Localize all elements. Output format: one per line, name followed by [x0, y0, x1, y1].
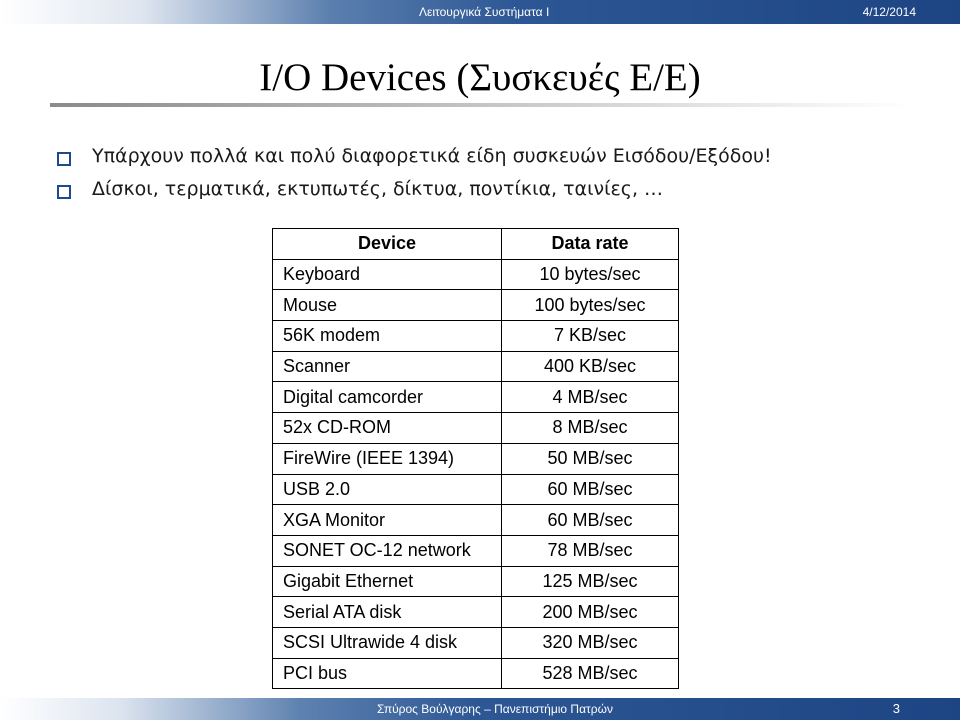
device-cell: Gigabit Ethernet	[273, 566, 502, 597]
table-row	[273, 321, 679, 352]
device-cell: SONET OC-12 network	[273, 535, 502, 566]
course-title: Λειτουργικά Συστήματα Ι	[419, 5, 550, 19]
table-row	[273, 413, 679, 444]
device-cell: PCI bus	[273, 658, 502, 689]
bullet-item	[55, 178, 935, 211]
table-row	[273, 566, 679, 597]
column-header-data-rate: Data rate	[502, 229, 679, 260]
table-row	[273, 627, 679, 658]
rate-cell: 60 MB/sec	[502, 474, 679, 505]
table-header-row	[273, 229, 679, 260]
square-bullet-icon	[57, 185, 71, 199]
table-row	[273, 505, 679, 536]
table-row	[273, 597, 679, 628]
rate-cell: 8 MB/sec	[502, 413, 679, 444]
device-cell: USB 2.0	[273, 474, 502, 505]
footer-bar	[0, 698, 960, 720]
table-row	[273, 290, 679, 321]
rate-cell: 4 MB/sec	[502, 382, 679, 413]
rate-cell: 10 bytes/sec	[502, 259, 679, 290]
device-cell: XGA Monitor	[273, 505, 502, 536]
table-row	[273, 259, 679, 290]
rate-cell: 400 KB/sec	[502, 351, 679, 382]
device-cell: Digital camcorder	[273, 382, 502, 413]
bullet-list	[55, 145, 935, 211]
table-row	[273, 351, 679, 382]
rate-cell: 200 MB/sec	[502, 597, 679, 628]
bullet-text: Δίσκοι, τερματικά, εκτυπωτές, δίκτυα, ποντίκια, ταινίες, …	[92, 178, 664, 200]
rate-cell: 125 MB/sec	[502, 566, 679, 597]
rate-cell: 320 MB/sec	[502, 627, 679, 658]
device-cell: SCSI Ultrawide 4 disk	[273, 627, 502, 658]
device-cell: 56K modem	[273, 321, 502, 352]
title-divider	[50, 103, 912, 107]
bullet-item	[55, 145, 935, 178]
rate-cell: 60 MB/sec	[502, 505, 679, 536]
footer-author: Σπύρος Βούλγαρης – Πανεπιστήμιο Πατρών	[377, 702, 613, 716]
device-cell: FireWire (IEEE 1394)	[273, 443, 502, 474]
table-row	[273, 535, 679, 566]
page-number: 3	[892, 701, 900, 716]
device-data-rate-table	[272, 228, 679, 689]
device-cell: Mouse	[273, 290, 502, 321]
device-cell: Serial ATA disk	[273, 597, 502, 628]
device-cell: Scanner	[273, 351, 502, 382]
bullet-text: Υπάρχουν πολλά και πολύ διαφορετικά είδη συσκευών Εισόδου/Εξόδου!	[92, 145, 772, 167]
rate-cell: 528 MB/sec	[502, 658, 679, 689]
square-bullet-icon	[57, 152, 71, 166]
device-cell: 52x CD-ROM	[273, 413, 502, 444]
table-row	[273, 474, 679, 505]
slide-date: 4/12/2014	[862, 5, 916, 19]
rate-cell: 100 bytes/sec	[502, 290, 679, 321]
rate-cell: 50 MB/sec	[502, 443, 679, 474]
rate-cell: 78 MB/sec	[502, 535, 679, 566]
table-row	[273, 658, 679, 689]
column-header-device: Device	[273, 229, 502, 260]
table-row	[273, 382, 679, 413]
slide-title: I/O Devices (Συσκευές Ε/Ε)	[259, 56, 701, 99]
device-cell: Keyboard	[273, 259, 502, 290]
table-row	[273, 443, 679, 474]
rate-cell: 7 KB/sec	[502, 321, 679, 352]
header-bar	[0, 0, 960, 24]
